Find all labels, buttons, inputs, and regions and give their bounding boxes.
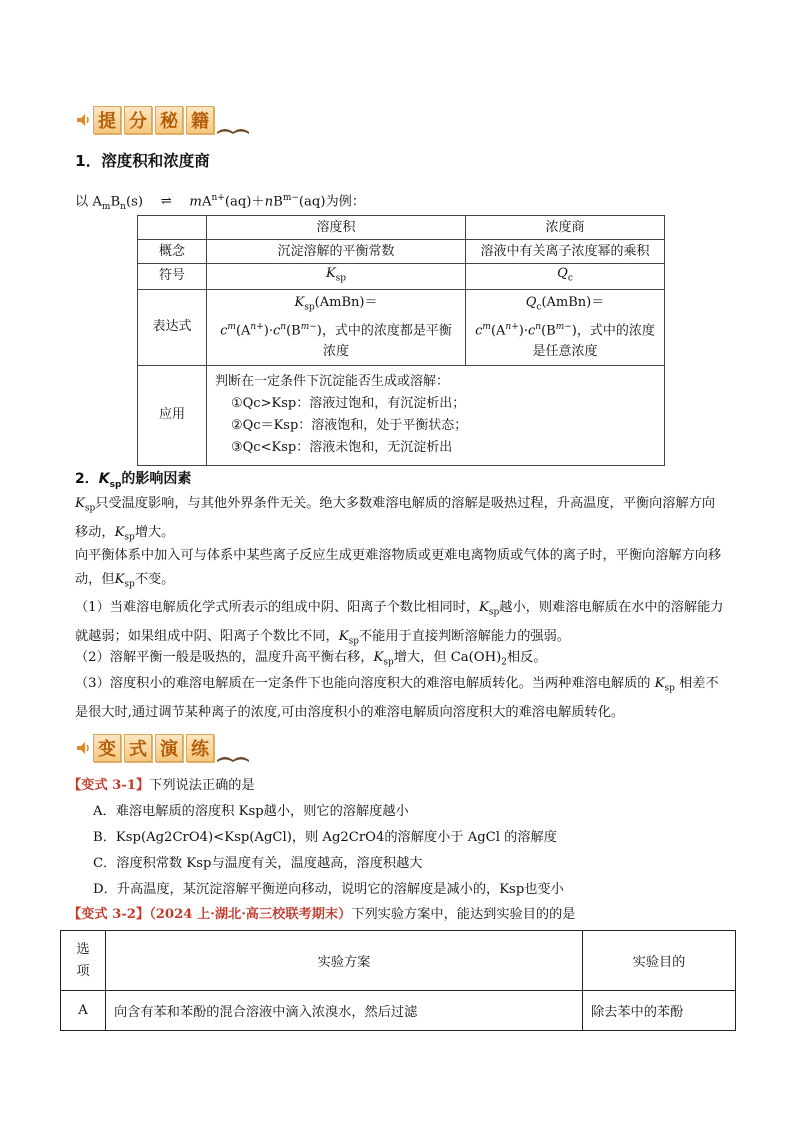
table-header <box>138 216 207 240</box>
section2-p1: $K_{sp}$只受温度影响，与其他外界条件无关。绝大多数难溶电解质的溶解是吸热过程，升高温度，平衡向溶解方向移动，$K_{sp}$增大。 <box>75 496 716 543</box>
intro-part: B <box>273 194 283 210</box>
expr-text: ，式中的浓度都是平衡 <box>321 323 452 339</box>
banner-char: 秘 <box>155 106 183 134</box>
banner-char: 式 <box>124 734 152 762</box>
option-a: A．难溶电解质的溶度积 Ksp越小，则它的溶解度越小 <box>93 804 409 819</box>
symbol-part: sp <box>335 273 347 284</box>
exercise-3-1 <box>68 775 255 797</box>
section1-title: 1．溶度积和浓度商 <box>75 152 210 170</box>
symbol-part: c <box>567 273 573 284</box>
option-d: D．升高温度，某沉淀溶解平衡逆向移动，说明它的溶解度是减小的，Ksp也变小 <box>93 882 564 897</box>
app-line: ①Qc>Ksp：溶液过饱和，有沉淀析出； <box>231 396 466 412</box>
intro-part: A <box>201 194 212 210</box>
symbol-part: Q <box>557 266 568 281</box>
exercise-source: （2024 上·湖北·高三校联考期末） <box>149 907 352 922</box>
exercise-tag: 【变式 3-2】 <box>68 907 150 922</box>
exercise-tag: 【变式 3-1】 <box>68 778 150 793</box>
header-goal: 实验目的 <box>583 931 736 991</box>
expr-text: (AmBn)＝ <box>314 294 378 310</box>
experiment-table <box>60 930 736 1031</box>
expr-text: ，式中的浓度 <box>576 323 655 339</box>
symbol-part: K <box>325 266 336 281</box>
header-option-text: 项 <box>76 963 90 979</box>
p-text: 越小，则难溶电解质在水中的溶解能力就越弱；如果组成中阴、阳离子个数比不同， <box>75 600 724 644</box>
banner-char: 提 <box>93 106 121 134</box>
intro-part: B <box>110 194 121 210</box>
section2-p5: （3）溶度积小的难溶电解质在一定条件下也能向溶度积大的难溶电解质转化。当两种难溶电解质的 $K_{sp}$ 相差不是很大时,通过调节某种离子的浓度,可由溶度积小的难溶电解质向溶度积大的难溶电解质转化。 <box>75 676 719 720</box>
p-text: （2）溶解平衡一般是吸热的，温度升高平衡右移， <box>75 650 374 665</box>
p-text: 不能用于直接判断溶解能力的强弱。 <box>359 628 570 644</box>
intro-part: 以 A <box>75 194 102 210</box>
row-label: 表达式 <box>138 289 207 365</box>
intro-part: (aq)为例： <box>298 194 366 210</box>
table-header: 浓度商 <box>466 216 665 240</box>
p-text: 相差不是很大时,通过调节某种离子的浓度,可由溶度积小的难溶电解质向溶度积大的难溶电解质转化。 <box>75 676 719 720</box>
application-cell <box>207 365 665 465</box>
speaker-icon <box>75 740 91 756</box>
option-b: B．Ksp(Ag2CrO4)<Ksp(AgCl)，则 Ag2CrO4的溶解度小于 AgCl 的溶解度 <box>93 830 557 845</box>
row-label: 概念 <box>138 240 207 264</box>
intro-part: n+ <box>211 193 225 203</box>
section2-p3: （1）当难溶电解质化学式所表示的组成中阴、阳离子个数比相同时，$K_{sp}$越小，则难溶电解质在水中的溶解能力就越弱；如果组成中阴、阳离子个数比不同，$K_{sp}$不能用于直接判断溶解能力的强弱。 <box>75 600 724 647</box>
intro-part: m <box>101 202 111 213</box>
intro-part: (s) <box>125 194 144 210</box>
p-text: 向平衡体系中加入可与体系中某些离子反应生成更难溶物质或更难电离物质或气体的离子时，平衡向溶解方向移动，但 <box>75 548 722 587</box>
section1-intro: 以 $A_mB_n(s)$ ⇌ $mA^{n+}(aq)+nB^{m-}(aq)$为例： <box>75 193 366 213</box>
option-c: C．溶度积常数 Ksp与温度有关，温度越高，溶度积越大 <box>93 856 423 871</box>
section2-p4: （2）溶解平衡一般是吸热的，温度升高平衡右移，$K_{sp}$增大，但 $Ca(OH)_2$相反。 <box>75 650 547 668</box>
header-option-text: 选 <box>76 941 90 957</box>
book-icon <box>216 750 250 764</box>
table-cell: 沉淀溶解的平衡常数 <box>207 240 466 264</box>
table-cell: $K_{sp}(AmBn)=$ $c^m(A^{n+})\cdot c^n(B^{m-})$，式中的浓度都是平衡 浓度 <box>207 289 466 365</box>
exercise-question: 下列说法正确的是 <box>149 778 255 793</box>
intro-part: m− <box>282 193 299 203</box>
row-option: A <box>61 991 106 1031</box>
expr-text: (AmBn)＝ <box>541 294 605 310</box>
p-text: 增大。 <box>134 524 175 540</box>
row-goal: 除去苯中的苯酚 <box>583 991 736 1031</box>
ksp-table <box>137 215 665 466</box>
row-plan: 向含有苯和苯酚的混合溶液中滴入浓溴水，然后过滤 <box>106 991 583 1031</box>
book-icon <box>216 122 250 136</box>
table-cell <box>207 264 466 290</box>
practice-banner <box>75 728 250 768</box>
p-text: （1）当难溶电解质化学式所表示的组成中阴、阳离子个数比相同时， <box>75 600 480 615</box>
banner-char: 练 <box>186 734 214 762</box>
section2-title-text: 的影响因素 <box>121 471 192 487</box>
p-text: 相反。 <box>507 650 547 665</box>
table-cell: 溶液中有关离子浓度幂的乘积 <box>466 240 665 264</box>
row-label: 应用 <box>138 365 207 465</box>
banner-char: 籍 <box>186 106 214 134</box>
table-cell: $Q_c(AmBn)=$ $c^m(A^{n+})\cdot c^n(B^{m-})$，式中的浓度 是任意浓度 <box>466 289 665 365</box>
section2-p2: 向平衡体系中加入可与体系中某些离子反应生成更难溶物质或更难电离物质或气体的离子时，平衡向溶解方向移动，但$K_{sp}$不变。 <box>75 548 722 590</box>
header-option <box>61 931 106 991</box>
p-text: 增大，但 Ca(OH) <box>393 650 502 665</box>
p-text: 不变。 <box>134 572 175 587</box>
tips-banner <box>75 100 250 140</box>
intro-part: n <box>120 202 126 213</box>
expr-text: 浓度 <box>322 343 349 359</box>
banner-char: 演 <box>155 734 183 762</box>
row-label: 符号 <box>138 264 207 290</box>
table-cell <box>466 264 665 290</box>
table-header: 溶度积 <box>207 216 466 240</box>
p-text: （3）溶度积小的难溶电解质在一定条件下也能向溶度积大的难溶电解质转化。当两种难溶电解质的 <box>75 676 651 691</box>
exercise-question: 下列实验方案中，能达到实验目的的是 <box>351 907 576 922</box>
expr-text: 是任意浓度 <box>532 343 598 359</box>
exercise-3-2 <box>68 904 576 926</box>
p-text: 只受温度影响，与其他外界条件无关。绝大多数难溶电解质的溶解是吸热过程，升高温度，平衡向溶解方向移动， <box>75 496 716 540</box>
app-line: ③Qc<Ksp：溶液未饱和，无沉淀析出 <box>231 440 453 456</box>
app-line: 判断在一定条件下沉淀能否生成或溶解： <box>215 374 450 390</box>
equilibrium-arrow-icon: ⇌ <box>160 194 172 210</box>
header-plan: 实验方案 <box>106 931 583 991</box>
section2-title: 2．$K_{sp}$的影响因素 <box>75 471 192 490</box>
app-line: ②Qc＝Ksp：溶液饱和，处于平衡状态； <box>231 418 468 434</box>
banner-char: 分 <box>124 106 152 134</box>
speaker-icon <box>75 112 91 128</box>
intro-part: (aq)＋ <box>224 194 265 210</box>
banner-char: 变 <box>93 734 121 762</box>
